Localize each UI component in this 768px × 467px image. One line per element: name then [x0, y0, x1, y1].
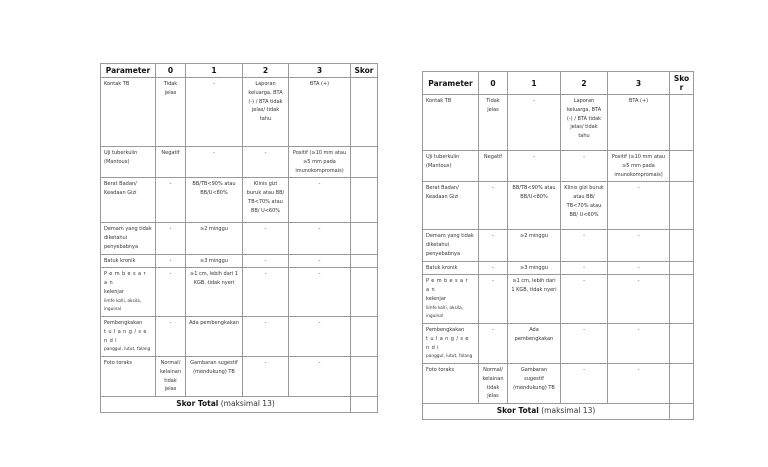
- table-row: [423, 182, 694, 230]
- param-line: limfe kolli, aksila, inguinal: [104, 298, 142, 313]
- total-score-max: (maksimal 13): [538, 406, 596, 415]
- header-score-3: 3: [289, 64, 351, 78]
- value-cell: ≥2 minggu: [508, 230, 561, 261]
- param-cell: [423, 324, 479, 364]
- param-cell: Foto toraks: [101, 357, 156, 397]
- value-cell: Ada pembengkakan: [186, 317, 243, 357]
- param-line: tulang/sendi: [426, 335, 471, 351]
- value-cell: -: [156, 178, 186, 223]
- param-line: Pembesaran: [104, 271, 148, 286]
- value-cell: Positif (≥10 mm atau ≥5 mm pada imunokompromais): [608, 151, 670, 182]
- value-cell: -: [289, 178, 351, 223]
- skor-cell: [351, 357, 378, 397]
- header-score-0: 0: [479, 72, 508, 95]
- value-cell: -: [479, 261, 508, 275]
- value-cell: Normal/ kelainan tidak jelas: [156, 357, 186, 397]
- param-cell: [101, 317, 156, 357]
- param-cell: Uji tuberkulin (Mantoux): [423, 151, 479, 182]
- value-cell: Ada pembengkakan: [508, 324, 561, 364]
- value-cell: -: [289, 317, 351, 357]
- header-parameter: Parameter: [101, 64, 156, 78]
- table-row: [423, 95, 694, 151]
- value-cell: ≥1 cm, lebih dari 1 KGB, tidak nyeri: [186, 268, 243, 317]
- header-score-2: 2: [561, 72, 608, 95]
- table-row: [101, 268, 378, 317]
- value-cell: -: [243, 268, 289, 317]
- skor-cell: [670, 261, 694, 275]
- header-skor: Skor: [670, 72, 694, 95]
- value-cell: ≥2 minggu: [186, 223, 243, 254]
- table-row: [101, 357, 378, 397]
- total-score-cell: [423, 404, 670, 420]
- value-cell: -: [608, 230, 670, 261]
- table-row: [101, 178, 378, 223]
- param-line: panggul, lutut, falang: [104, 347, 151, 353]
- skor-cell: [670, 275, 694, 324]
- skor-cell: [670, 95, 694, 151]
- skor-cell: [670, 182, 694, 230]
- value-cell: BB/TB<90% atau BB/U<80%: [508, 182, 561, 230]
- value-cell: Laporan keluarga, BTA (-) / BTA tidak jelas/ tidak tahu: [243, 78, 289, 147]
- param-cell: Batuk kronik: [423, 261, 479, 275]
- table-row: [101, 78, 378, 147]
- skor-cell: [351, 223, 378, 254]
- value-cell: Normal/ kelainan tidak jelas: [479, 364, 508, 404]
- value-cell: -: [508, 151, 561, 182]
- value-cell: -: [561, 364, 608, 404]
- skor-cell: [351, 268, 378, 317]
- value-cell: -: [561, 261, 608, 275]
- value-cell: -: [289, 223, 351, 254]
- value-cell: Laporan keluarga, BTA (-) / BTA tidak jelas/ tidak tahu: [561, 95, 608, 151]
- value-cell: Positif (≥10 mm atau ≥5 mm pada imunokompromais): [289, 147, 351, 178]
- header-row: [423, 72, 694, 95]
- header-score-0: 0: [156, 64, 186, 78]
- tb-scoring-table-left: [100, 63, 378, 413]
- header-score-1: 1: [508, 72, 561, 95]
- header-parameter: Parameter: [423, 72, 479, 95]
- skor-cell: [670, 151, 694, 182]
- value-cell: -: [156, 254, 186, 268]
- value-cell: -: [243, 223, 289, 254]
- param-line: Pembesaran: [426, 278, 470, 293]
- value-cell: BB/TB<90% atau BB/U<80%: [186, 178, 243, 223]
- header-score-2: 2: [243, 64, 289, 78]
- param-cell: Berat Badan/ Keadaan Gizi: [423, 182, 479, 230]
- value-cell: -: [156, 268, 186, 317]
- header-score-1: 1: [186, 64, 243, 78]
- value-cell: -: [243, 317, 289, 357]
- param-line: panggul, lutut, falang: [426, 354, 473, 360]
- value-cell: -: [243, 147, 289, 178]
- total-row: [423, 404, 694, 420]
- tb-scoring-table-right: [422, 71, 694, 420]
- value-cell: -: [479, 324, 508, 364]
- table-row: [101, 147, 378, 178]
- total-skor-cell: [670, 404, 694, 420]
- skor-cell: [670, 230, 694, 261]
- param-line: kelenjar: [104, 288, 124, 295]
- value-cell: -: [561, 275, 608, 324]
- value-cell: -: [561, 230, 608, 261]
- value-cell: -: [561, 324, 608, 364]
- value-cell: -: [243, 357, 289, 397]
- value-cell: Klinis gizi buruk atau BB/ TB<70% atau BB/ U<60%: [243, 178, 289, 223]
- value-cell: Tidak jelas: [479, 95, 508, 151]
- total-row: [101, 397, 378, 413]
- value-cell: Gambaran sugestif (mendukung) TB: [186, 357, 243, 397]
- value-cell: ≥3 minggu: [186, 254, 243, 268]
- value-cell: BTA (+): [289, 78, 351, 147]
- param-line: Pembengkakan: [104, 320, 143, 326]
- value-cell: -: [186, 78, 243, 147]
- value-cell: -: [608, 261, 670, 275]
- table-row: [423, 261, 694, 275]
- skor-cell: [351, 78, 378, 147]
- value-cell: -: [243, 254, 289, 268]
- value-cell: -: [608, 182, 670, 230]
- skor-cell: [670, 324, 694, 364]
- value-cell: -: [156, 223, 186, 254]
- value-cell: -: [508, 95, 561, 151]
- value-cell: BTA (+): [608, 95, 670, 151]
- value-cell: -: [186, 147, 243, 178]
- param-cell: Berat Badan/ Keadaan Gizi: [101, 178, 156, 223]
- table-row: [101, 317, 378, 357]
- table-row: [101, 223, 378, 254]
- param-line: kelenjar: [426, 295, 446, 302]
- total-score-max: (maksimal 13): [218, 399, 275, 408]
- value-cell: -: [479, 275, 508, 324]
- value-cell: Tidak jelas: [156, 78, 186, 147]
- total-skor-cell: [351, 397, 378, 413]
- value-cell: Gambaran sugestif (mendukung) TB: [508, 364, 561, 404]
- value-cell: -: [479, 182, 508, 230]
- param-cell: Demam yang tidak diketahui penyebabnya: [101, 223, 156, 254]
- value-cell: -: [289, 268, 351, 317]
- table-row: [101, 254, 378, 268]
- param-cell: Kontak TB: [101, 78, 156, 147]
- value-cell: Negatif: [479, 151, 508, 182]
- skor-cell: [351, 317, 378, 357]
- value-cell: Klinis gizi buruk atau BB/ TB<70% atau BB/ U<60%: [561, 182, 608, 230]
- param-cell: [101, 268, 156, 317]
- header-row: [101, 64, 378, 78]
- value-cell: -: [608, 324, 670, 364]
- param-cell: Uji tuberkulin (Mantoux): [101, 147, 156, 178]
- table-row: [423, 324, 694, 364]
- param-line: tulang/sendi: [104, 328, 149, 344]
- value-cell: -: [289, 357, 351, 397]
- param-line: limfe kolli, aksila, inguinal: [426, 305, 464, 320]
- table-row: [423, 275, 694, 324]
- skor-cell: [351, 254, 378, 268]
- table-row: [423, 230, 694, 261]
- value-cell: ≥3 minggu: [508, 261, 561, 275]
- skor-cell: [351, 178, 378, 223]
- table-row: [423, 151, 694, 182]
- total-score-cell: [101, 397, 351, 413]
- param-cell: [423, 275, 479, 324]
- value-cell: -: [608, 275, 670, 324]
- param-cell: Foto toraks: [423, 364, 479, 404]
- param-cell: Batuk kronik: [101, 254, 156, 268]
- param-line: Pembengkakan: [426, 327, 465, 333]
- table-row: [423, 364, 694, 404]
- param-cell: Demam yang tidak diketahui penyebabnya: [423, 230, 479, 261]
- value-cell: -: [156, 317, 186, 357]
- value-cell: Negatif: [156, 147, 186, 178]
- header-skor: Skor: [351, 64, 378, 78]
- value-cell: -: [608, 364, 670, 404]
- total-score-label: Skor Total: [176, 399, 219, 408]
- total-score-label: Skor Total: [496, 406, 539, 415]
- skor-cell: [670, 364, 694, 404]
- header-score-3: 3: [608, 72, 670, 95]
- value-cell: -: [289, 254, 351, 268]
- value-cell: ≥1 cm, lebih dari 1 KGB, tidak nyeri: [508, 275, 561, 324]
- value-cell: -: [561, 151, 608, 182]
- skor-cell: [351, 147, 378, 178]
- param-cell: Kontak TB: [423, 95, 479, 151]
- value-cell: -: [479, 230, 508, 261]
